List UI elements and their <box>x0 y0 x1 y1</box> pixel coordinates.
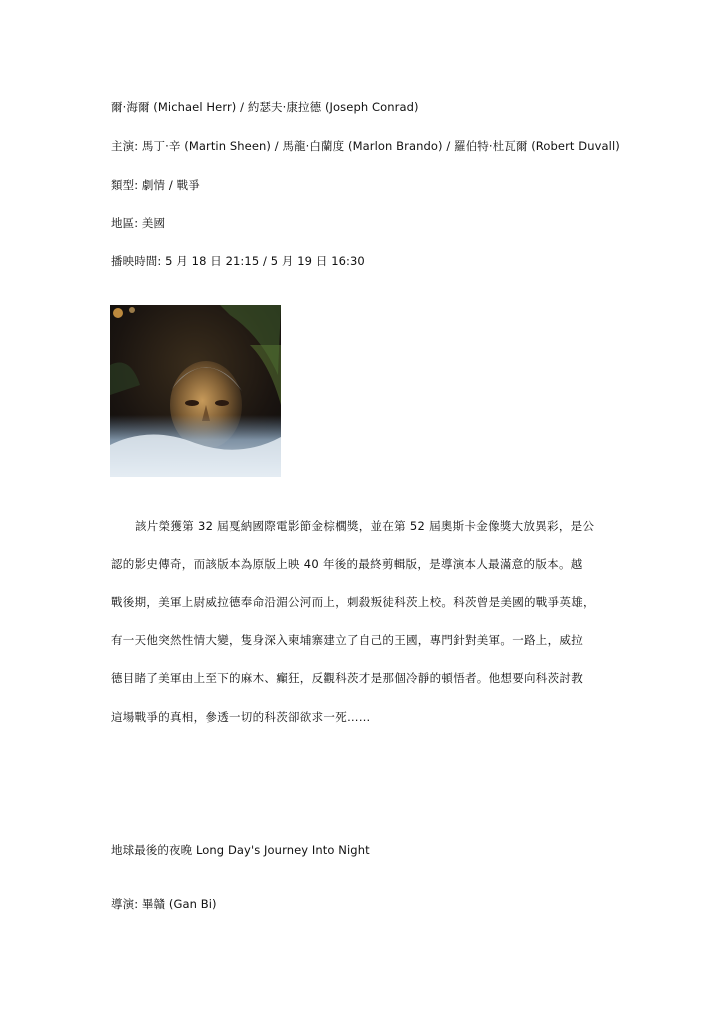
synopsis-line-6: 這場戰爭的真相，參透一切的科茨卻欲求一死…… <box>111 710 371 724</box>
writers-line: 爾·海爾 (Michael Herr) / 約瑟夫·康拉德 (Joseph Conrad) <box>111 100 419 114</box>
synopsis-line-4: 有一天他突然性情大變，隻身深入柬埔寨建立了自己的王國，專門針對美軍。一路上，威拉 <box>111 633 583 647</box>
synopsis-line-2: 認的影史傳奇，而該版本為原版上映 40 年後的最終剪輯版，是導演本人最滿意的版本。越 <box>111 557 583 571</box>
next-film-director: 導演: 畢贛 (Gan Bi) <box>111 897 217 911</box>
genre-line: 類型: 劇情 / 戰爭 <box>111 178 200 192</box>
film-still-photo <box>110 305 281 477</box>
synopsis-line-5: 德目睹了美軍由上至下的麻木、癲狂，反觀科茨才是那個冷靜的頓悟者。他想要向科茨討教 <box>111 671 583 685</box>
showtimes-line: 播映時間: 5 月 18 日 21:15 / 5 月 19 日 16:30 <box>111 254 365 268</box>
region-line: 地區: 美國 <box>111 216 166 230</box>
next-film-title: 地球最後的夜晚 Long Day's Journey Into Night <box>111 843 370 857</box>
synopsis-line-3: 戰後期，美軍上尉威拉德奉命沿湄公河而上，刺殺叛徒科茨上校。科茨曾是美國的戰爭英雄， <box>111 595 595 609</box>
cast-line: 主演: 馬丁·辛 (Martin Sheen) / 馬龍·白蘭度 (Marlon Brando) / 羅伯特·杜瓦爾 (Robert Duvall) <box>111 139 620 153</box>
synopsis-line-1: 該片榮獲第 32 屆戛納國際電影節金棕櫚獎，並在第 52 屆奧斯卡金像獎大放異彩，是公 <box>135 519 595 533</box>
